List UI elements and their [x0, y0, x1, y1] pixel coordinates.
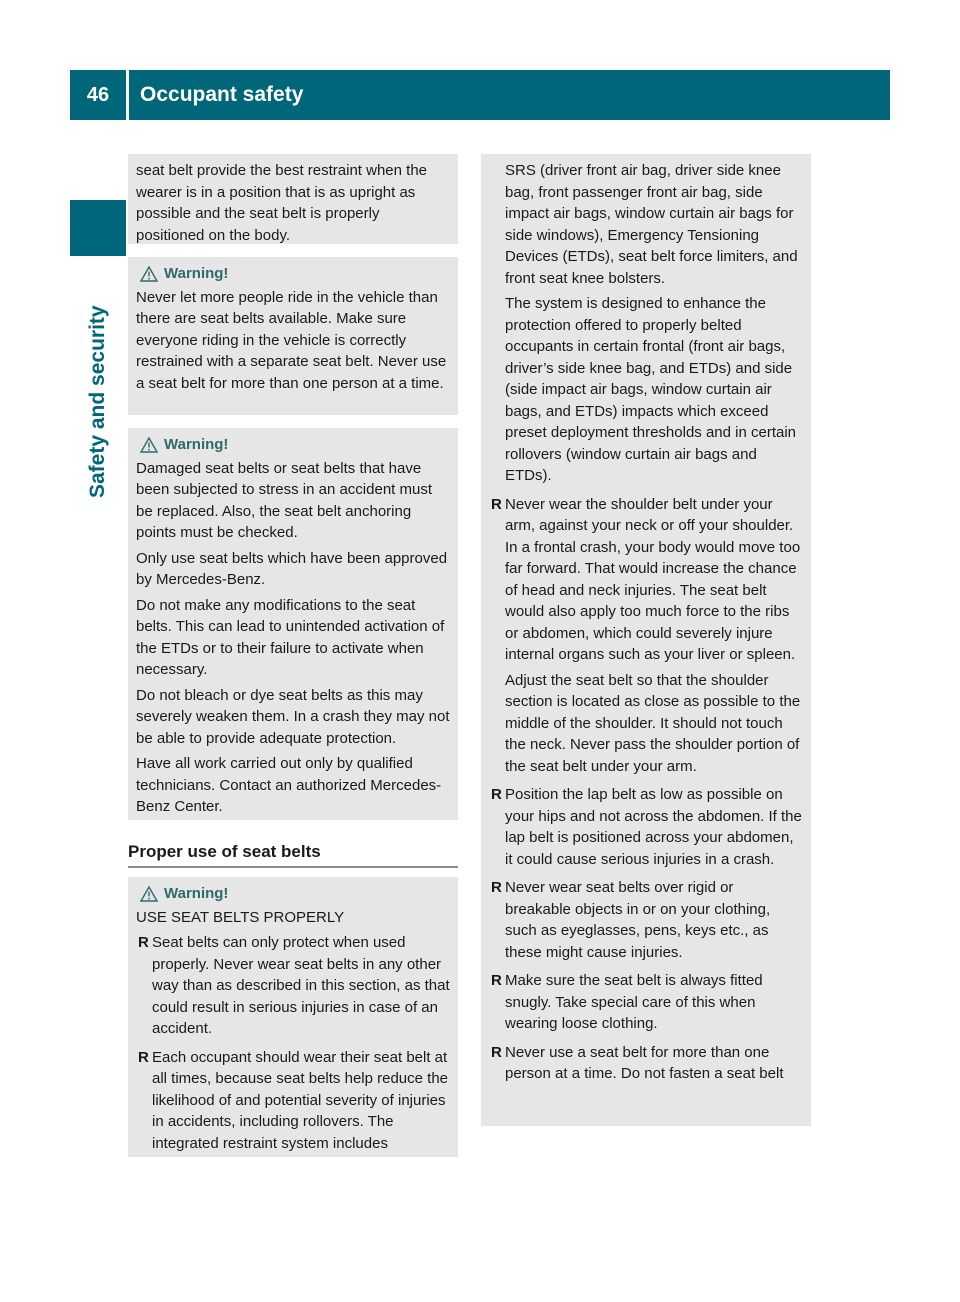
- list-item-text: Never use a seat belt for more than one person at a time. Do not fasten a seat belt: [505, 1043, 784, 1082]
- warning-box-2: [128, 428, 458, 820]
- page-title: Occupant safety: [140, 83, 304, 106]
- bullet-marker: R: [138, 1048, 149, 1066]
- warning-text: Never let more people ride in the vehicle than there are seat belts available. Make sure everyone riding in the vehicle is correctly restrained with a separate seat belt. Never use a seat belt for more than one person at a time.: [136, 288, 447, 392]
- bullet-marker: R: [138, 934, 149, 951]
- list-item: [489, 970, 803, 1035]
- list-item-text: Never wear the shoulder belt under your arm, against your neck or off your shoulder. In a frontal crash, your body would move too far forward. That would increase the chance of head and neck injuries. The seat belt would also apply too much force to the ribs or abdomen, which could severely injure internal organs such as your liver or spleen.: [505, 495, 801, 663]
- list-item-text: Never wear seat belts over rigid or breakable objects in or on your clothing, such as eyeglasses, pens, keys etc., as these might cause injuries.: [505, 879, 771, 961]
- warning-paragraph: Have all work carried out only by qualified technicians. Contact an authorized Mercedes-Benz Center.: [136, 755, 442, 815]
- bullet-marker: R: [491, 495, 502, 513]
- bullet-marker: R: [491, 972, 502, 989]
- warning-box-3: [128, 877, 458, 1157]
- warning-label: Warning!: [164, 265, 229, 282]
- continued-paragraph: SRS (driver front air bag, driver side knee bag, front passenger front air bag, side impact air bags, window curtain air bags for side windows), Emergency Tensioning Devices (ETDs), seat belt force limiters, and front seat knee bolsters.: [505, 162, 798, 287]
- continued-box: [481, 154, 811, 1126]
- warning-intro: USE SEAT BELTS PROPERLY: [136, 908, 345, 926]
- warning-header: [136, 883, 450, 905]
- page-number: 46: [86, 83, 110, 106]
- list-item-followup: Adjust the seat belt so that the shoulder section is located as close as possible to the middle of the shoulder. It should not touch the neck. Never pass the shoulder portion of the seat belt under your arm.: [505, 671, 801, 775]
- side-section-text: Safety and security: [86, 305, 109, 498]
- intro-text: seat belt provide the best restraint when the wearer is in a position that is as upright as possible and the seat belt is properly positioned on the body.: [136, 162, 428, 244]
- warning-header: [136, 263, 450, 285]
- intro-box: [128, 154, 458, 244]
- list-item-text: Each occupant should wear their seat belt at all times, because seat belts help reduce the likelihood of and potential severity of injuries in accidents, including rollovers. The integrated restraint system includes: [152, 1048, 449, 1152]
- bullet-marker: R: [491, 786, 502, 803]
- list-item-text: Make sure the seat belt is always fitted snugly. Take special care of this when wearing loose clothing.: [505, 972, 763, 1032]
- list-item-text: Position the lap belt as low as possible on your hips and not across the abdomen. If the lap belt is positioned across your abdomen, it could cause serious injuries in a crash.: [505, 786, 802, 868]
- list-item: [489, 494, 803, 666]
- continued-paragraph: The system is designed to enhance the protection offered to properly belted occupants in certain frontal (front air bags, driver’s side knee bag, and ETDs) and side (side impact air bags, window curtain air bags, and ETDs) impacts which exceed preset deployment thresholds and in certain rollovers (window curtain air bags and ETDs).: [505, 295, 797, 484]
- warning-triangle-icon: [140, 886, 158, 902]
- warning-paragraph: Do not make any modifications to the seat belts. This can lead to unintended activation of the ETDs or to their failure to activate when necessary.: [136, 596, 445, 678]
- list-item: [489, 877, 803, 963]
- section-heading: Proper use of seat belts: [128, 842, 458, 868]
- warning-header: [136, 434, 450, 456]
- list-item: [489, 784, 803, 870]
- bullet-marker: R: [491, 1043, 502, 1061]
- warning-box-1: [128, 257, 458, 415]
- warning-triangle-icon: [140, 266, 158, 282]
- bullet-marker: R: [491, 879, 502, 896]
- warning-label: Warning!: [164, 885, 229, 902]
- warning-paragraph: Do not bleach or dye seat belts as this may severely weaken them. In a crash they may not be able to provide adequate protection.: [136, 686, 450, 747]
- list-item: [136, 932, 450, 1040]
- warning-triangle-icon: [140, 437, 158, 453]
- warning-label: Warning!: [164, 436, 229, 453]
- side-tab-marker: [70, 200, 126, 256]
- list-item: [489, 1042, 803, 1085]
- list-item-text: Seat belts can only protect when used properly. Never wear seat belts in any other way than as described in this section, as that could result in serious injuries in case of an accident.: [152, 934, 450, 1037]
- warning-paragraph: Only use seat belts which have been approved by Mercedes-Benz.: [136, 549, 448, 588]
- side-section-label: [70, 258, 126, 498]
- warning-paragraph: Damaged seat belts or seat belts that have been subjected to stress in an accident must be replaced. Also, the seat belt anchoring points must be checked.: [136, 459, 433, 541]
- header-divider: [126, 70, 129, 120]
- list-item: [136, 1047, 450, 1155]
